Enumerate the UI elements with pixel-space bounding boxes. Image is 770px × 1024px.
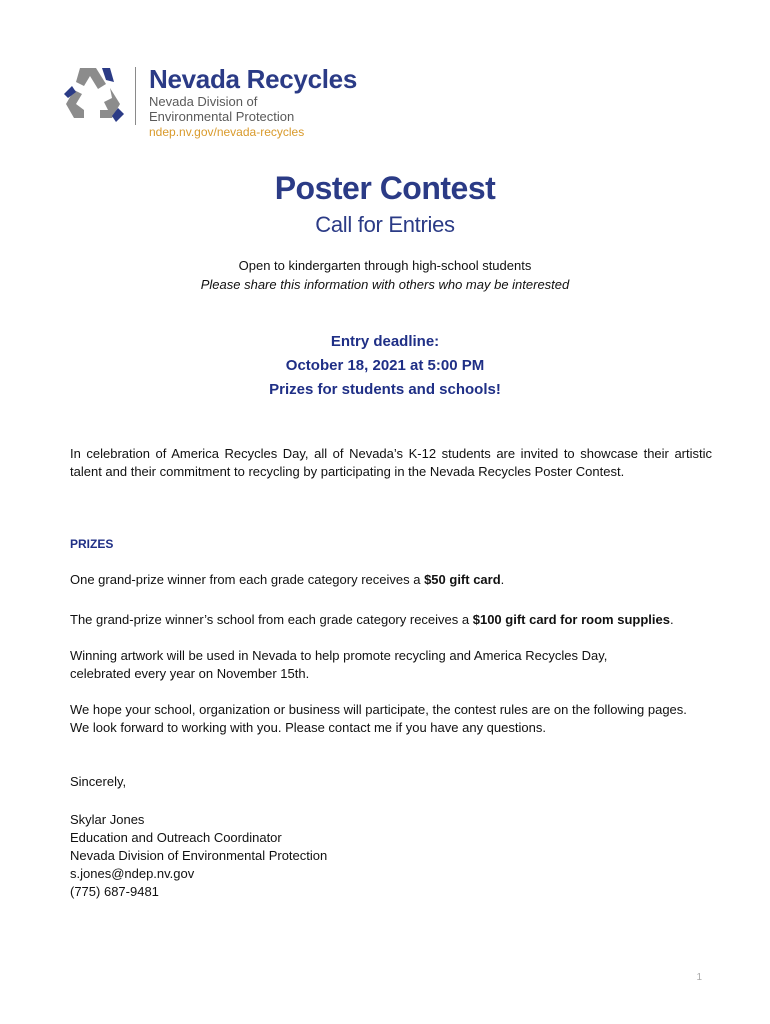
brand-name: Nevada Recycles: [149, 64, 357, 94]
signature-org: Nevada Division of Environmental Protection: [70, 848, 328, 863]
prize-student-text: One grand-prize winner from each grade category receives a: [70, 572, 425, 587]
prize-student-paragraph: [70, 571, 712, 589]
prize-student-amount: $50 gift card: [424, 572, 501, 587]
winning-artwork-paragraph: Winning artwork will be used in Nevada to help promote recycling and America Recycles Day, celebrated every year on November 15th.: [70, 648, 608, 681]
page-title: Poster Contest: [274, 170, 496, 206]
prize-student-period: .: [500, 572, 505, 587]
signature-block: [70, 811, 712, 901]
division-line-1: Nevada Division of: [149, 94, 258, 109]
celebration-paragraph: In celebration of America Recycles Day, all of Nevada’s K-12 students are invited to showcase their artistic talent and their commitment to recycling by participating in the Nevada Recycles Poster Contest.: [70, 446, 712, 479]
page-number: 1: [696, 972, 702, 983]
signature-email: s.jones@ndep.nv.gov: [70, 866, 195, 881]
participation-paragraph: We hope your school, organization or business will participate, the contest rules are on the following pages. We look forward to working with you. Please contact me if you have any questions.: [70, 702, 687, 735]
deadline-label: Entry deadline:: [330, 333, 440, 350]
brand-url: ndep.nv.gov/nevada-recycles: [149, 125, 305, 139]
logo-divider: [135, 67, 136, 125]
recycle-icon: [62, 64, 126, 124]
division-line-2: Environmental Protection: [149, 109, 295, 124]
nevada-recycles-logo: [62, 64, 362, 144]
signature-closing: Sincerely,: [70, 774, 127, 789]
prizes-heading: PRIZES: [70, 537, 114, 551]
signature-title: Education and Outreach Coordinator: [70, 830, 282, 845]
page-subtitle: Call for Entries: [315, 212, 455, 237]
intro-share-note: Please share this information with others who may be interested: [200, 277, 570, 292]
prize-school-paragraph: [70, 611, 712, 629]
deadline-block: [0, 330, 770, 402]
deadline-prizes: Prizes for students and schools!: [269, 381, 501, 398]
prize-school-text: The grand-prize winner’s school from each grade category receives a: [70, 612, 473, 627]
signature-phone: (775) 687-9481: [70, 884, 159, 899]
prize-school-period: .: [669, 612, 674, 627]
prize-school-amount: $100 gift card for room supplies: [472, 612, 670, 627]
intro-audience: Open to kindergarten through high-school students: [238, 258, 532, 273]
deadline-date: October 18, 2021 at 5:00 PM: [285, 357, 485, 374]
signature-name: Skylar Jones: [70, 812, 145, 827]
